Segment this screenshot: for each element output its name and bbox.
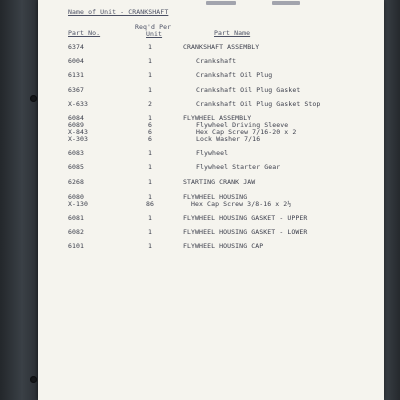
part-no: X-303 <box>68 135 89 143</box>
part-name: STARTING CRANK JAW <box>183 178 256 186</box>
binder-left-edge <box>0 0 40 400</box>
faded-header-mark <box>206 1 236 5</box>
part-no: 6082 <box>68 228 85 236</box>
part-no: 6004 <box>68 57 85 65</box>
qty: 6 <box>148 128 153 136</box>
part-name: Hex Cap Screw 3/8-16 x 2½ <box>191 200 292 208</box>
part-name: Crankshaft Oil Plug <box>196 71 273 79</box>
col-reqd-line2: Unit <box>146 30 163 38</box>
col-reqd-line1: Req'd Per <box>135 23 172 31</box>
part-no: 6080 <box>68 193 85 201</box>
col-part-no: Part No. <box>68 29 101 37</box>
qty: 6 <box>148 135 153 143</box>
part-name: Flywheel <box>196 149 229 157</box>
part-name: FLYWHEEL HOUSING CAP <box>183 242 264 250</box>
part-no: 6081 <box>68 214 85 222</box>
qty: 86 <box>146 200 155 208</box>
part-name: FLYWHEEL HOUSING GASKET - UPPER <box>183 214 308 222</box>
qty: 1 <box>148 114 153 122</box>
qty: 1 <box>148 43 153 51</box>
qty: 6 <box>148 121 153 129</box>
part-no: 6083 <box>68 149 85 157</box>
qty: 1 <box>148 228 153 236</box>
part-no: 6084 <box>68 114 85 122</box>
part-no: 6374 <box>68 43 85 51</box>
part-no: X-633 <box>68 100 89 108</box>
part-name: Flywheel Driving Sleeve <box>196 121 289 129</box>
part-no: 6131 <box>68 71 85 79</box>
qty: 2 <box>148 100 153 108</box>
part-no: 6268 <box>68 178 85 186</box>
qty: 1 <box>148 57 153 65</box>
part-no: X-130 <box>68 200 89 208</box>
part-no: 6367 <box>68 86 85 94</box>
qty: 1 <box>148 163 153 171</box>
qty: 1 <box>148 86 153 94</box>
part-no: 6089 <box>68 121 85 129</box>
binder-hole <box>30 95 37 102</box>
binder-right-edge <box>384 0 400 400</box>
qty: 1 <box>148 149 153 157</box>
col-part-name: Part Name <box>214 29 251 37</box>
part-name: CRANKSHAFT ASSEMBLY <box>183 43 260 51</box>
part-name: FLYWHEEL HOUSING GASKET - LOWER <box>183 228 308 236</box>
part-no: 6085 <box>68 163 85 171</box>
faded-header-mark <box>272 1 300 5</box>
part-name: FLYWHEEL ASSEMBLY <box>183 114 252 122</box>
unit-name-label: Name of Unit - CRANKSHAFT <box>68 8 169 16</box>
parts-list-page <box>38 0 384 400</box>
qty: 1 <box>148 193 153 201</box>
part-name: Crankshaft Oil Plug Gasket Stop <box>196 100 321 108</box>
part-name: Flywheel Starter Gear <box>196 163 281 171</box>
qty: 1 <box>148 214 153 222</box>
part-name: FLYWHEEL HOUSING <box>183 193 248 201</box>
part-name: Crankshaft <box>196 57 237 65</box>
part-name: Lock Washer 7/16 <box>196 135 261 143</box>
qty: 1 <box>148 178 153 186</box>
part-name: Crankshaft Oil Plug Gasket <box>196 86 301 94</box>
part-no: 6101 <box>68 242 85 250</box>
binder-hole <box>30 376 37 383</box>
part-no: X-843 <box>68 128 89 136</box>
qty: 1 <box>148 242 153 250</box>
qty: 1 <box>148 71 153 79</box>
part-name: Hex Cap Screw 7/16-20 x 2 <box>196 128 297 136</box>
